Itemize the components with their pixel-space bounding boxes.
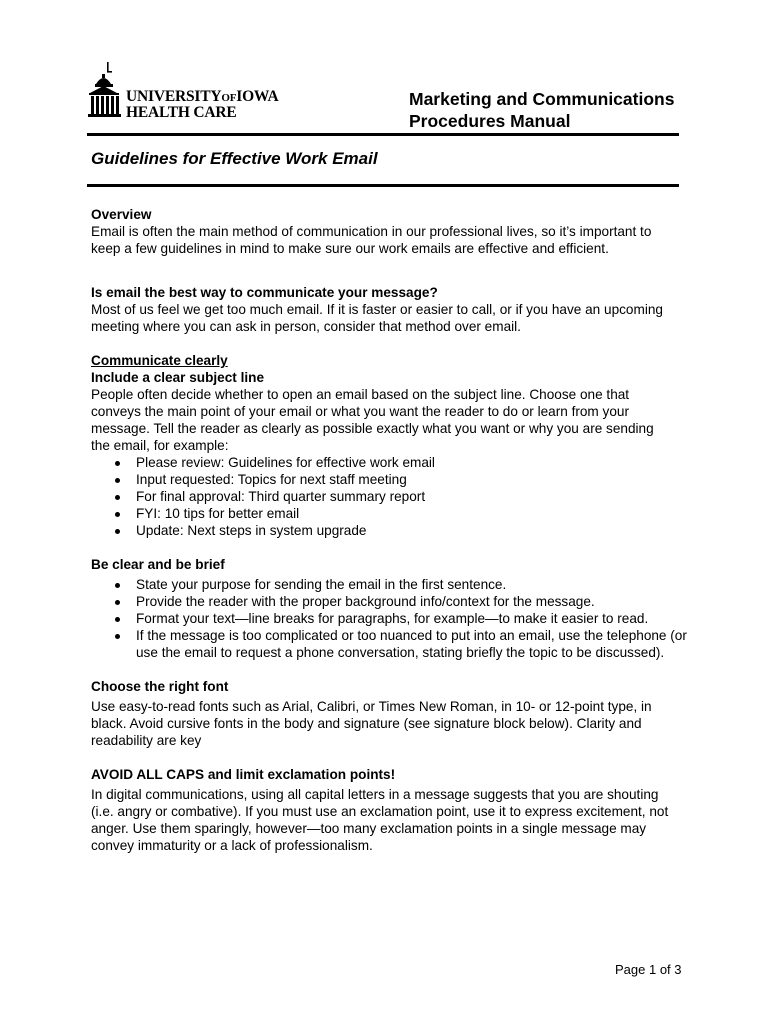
paragraph-line: readability are key	[91, 733, 202, 748]
section-heading: Is email the best way to communicate your message?	[91, 285, 438, 300]
list-item: FYI: 10 tips for better email	[113, 505, 701, 522]
section-communicate-clearly	[91, 352, 701, 539]
bullet-icon	[115, 600, 120, 605]
list-item: Input requested: Topics for next staff meeting	[113, 471, 701, 488]
bullet-icon	[115, 583, 120, 588]
section-heading: AVOID ALL CAPS and limit exclamation points!	[91, 767, 396, 782]
paragraph-line: (i.e. angry or combative). If you must use an exclamation point, use it to express excitement, not	[91, 804, 669, 819]
paragraph-line: In digital communications, using all capital letters in a message suggests that you are shouting	[91, 787, 659, 802]
logo-text-health-care: HEALTH CARE	[126, 104, 237, 121]
section-heading: Choose the right font	[91, 679, 229, 694]
section-best-way	[91, 284, 701, 335]
paragraph-line: message. Tell the reader as clearly as possible exactly what you want or why you are sending	[91, 421, 654, 436]
list-item: State your purpose for sending the email in the first sentence.	[113, 576, 701, 593]
paragraph-line: conveys the main point of your email or what you want the reader to do or learn from your	[91, 404, 629, 419]
paragraph-line: Use easy-to-read fonts such as Arial, Calibri, or Times New Roman, in 10- or 12-point type, in	[91, 699, 652, 714]
paragraph-line: black. Avoid cursive fonts in the body and signature (see signature block below). Clarity and	[91, 716, 642, 731]
paragraph-line: convey immaturity or a lack of professionalism.	[91, 838, 373, 853]
list-item: Please review: Guidelines for effective work email	[113, 454, 701, 471]
section-heading: Be clear and be brief	[91, 557, 225, 572]
document-body	[91, 206, 701, 854]
subject-line-examples	[91, 454, 701, 539]
list-item: For final approval: Third quarter summary report	[113, 488, 701, 505]
list-item: If the message is too complicated or too nuanced to put into an email, use the telephone (or use the email to request a phone conversation, stating briefly the topic to be discussed).	[113, 627, 701, 661]
section-font	[91, 678, 701, 749]
paragraph-line: anger. Use them sparingly, however—too many exclamation points in a single message may	[91, 821, 647, 836]
manual-title: Marketing and Communications Procedures Manual	[409, 89, 675, 131]
paragraph-line: Most of us feel we get too much email. If it is faster or easier to call, or if you have an upcoming	[91, 302, 663, 317]
subheading: Include a clear subject line	[91, 370, 265, 385]
bullet-icon	[115, 512, 120, 517]
section-heading: Communicate clearly	[91, 353, 228, 368]
old-capitol-icon	[88, 62, 124, 124]
document-title: Guidelines for Effective Work Email	[91, 149, 378, 168]
header-divider	[87, 133, 679, 136]
section-clear-brief	[91, 556, 701, 661]
logo-text-university: UNIVERSITYOFIOWA	[126, 88, 279, 105]
list-item: Update: Next steps in system upgrade	[113, 522, 701, 539]
university-logo	[88, 62, 288, 124]
clear-brief-list	[91, 576, 701, 661]
section-caps	[91, 766, 701, 854]
paragraph-line: keep a few guidelines in mind to make sure our work emails are effective and efficient.	[91, 241, 609, 256]
bullet-icon	[115, 495, 120, 500]
paragraph-line: meeting where you can ask in person, consider that method over email.	[91, 319, 521, 334]
list-item: Format your text—line breaks for paragraphs, for example—to make it easier to read.	[113, 610, 701, 627]
section-overview	[91, 206, 701, 257]
bullet-icon	[115, 461, 120, 466]
bullet-icon	[115, 529, 120, 534]
list-item: Provide the reader with the proper background info/context for the message.	[113, 593, 701, 610]
bullet-icon	[115, 634, 120, 639]
section-heading: Overview	[91, 207, 152, 222]
paragraph-line: Email is often the main method of communication in our professional lives, so it’s important to	[91, 224, 652, 239]
page-number: Page 1 of 3	[615, 962, 682, 977]
bullet-icon	[115, 478, 120, 483]
paragraph-line: the email, for example:	[91, 438, 229, 453]
title-divider	[87, 184, 679, 187]
bullet-icon	[115, 617, 120, 622]
paragraph-line: People often decide whether to open an email based on the subject line. Choose one that	[91, 387, 630, 402]
